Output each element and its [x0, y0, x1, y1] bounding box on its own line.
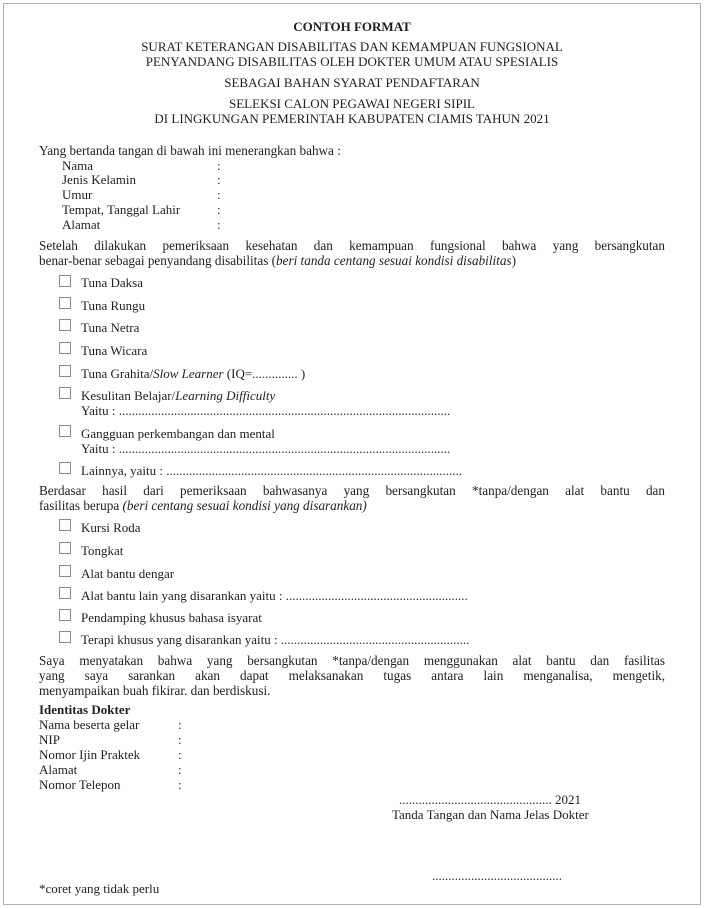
title-line-5: DI LINGKUNGAN PEMERINTAH KABUPATEN CIAMIS TAHUN 2021 — [154, 111, 550, 126]
option-pendamping-khusus: Pendamping khusus bahasa isyarat — [81, 610, 262, 625]
para3-line-2: yang saya sarankan akan dapat melaksanakan tugas antara lain menganalisa, mengetik, — [39, 668, 665, 683]
para3-line-3: menyampaikan buah fikirar. dan berdiskusi. — [39, 683, 271, 698]
option-gangguan-perkembangan: Gangguan perkembangan dan mental — [81, 426, 275, 441]
checkbox-tuna-netra[interactable] — [59, 319, 71, 331]
doctor-nip-colon: : — [178, 732, 182, 747]
signature-name-line: ........................................ — [432, 868, 562, 883]
para2-line-2 — [39, 498, 367, 513]
field-alamat-colon: : — [217, 217, 221, 232]
title-line-2: PENYANDANG DISABILITAS OLEH DOKTER UMUM ATAU SPESIALIS — [145, 54, 559, 69]
option-kursi-roda: Kursi Roda — [81, 520, 141, 535]
option-alat-bantu-lain: Alat bantu lain yang disarankan yaitu : ........................................................ — [81, 588, 468, 603]
checkbox-kursi-roda[interactable] — [59, 519, 71, 531]
doctor-alamat-colon: : — [178, 762, 182, 777]
intro-text: Yang bertanda tangan di bawah ini menerangkan bahwa : — [39, 143, 341, 158]
option-alat-bantu-dengar: Alat bantu dengar — [81, 566, 175, 581]
para3-line-1: Saya menyatakan bahwa yang bersangkutan *tanpa/dengan menggunakan alat bantu dan fasilitas — [39, 653, 665, 668]
field-nama-label: Nama — [62, 158, 94, 173]
doctor-nama-colon: : — [178, 717, 182, 732]
signature-caption: Tanda Tangan dan Nama Jelas Dokter — [392, 807, 589, 822]
signature-date-line: ............................................... 2021 — [399, 792, 581, 807]
para1-line-1: Setelah dilakukan pemeriksaan kesehatan dan kemampuan fungsional bahwa yang bersangkutan — [39, 238, 665, 253]
para1-line-2-start: benar-benar sebagai penyandang disabilitas ( — [39, 253, 277, 268]
field-ttl-colon: : — [217, 202, 221, 217]
option-tuna-grahita-end: (IQ=.............. ) — [223, 366, 306, 381]
doctor-ijin-colon: : — [178, 747, 182, 762]
para1-line-2-italic: beri tanda centang sesuai kondisi disabilitas — [276, 253, 512, 268]
doctor-ijin-label: Nomor Ijin Praktek — [39, 747, 141, 762]
checkbox-tuna-rungu[interactable] — [59, 297, 71, 309]
doctor-telepon-colon: : — [178, 777, 182, 792]
title-line-1: SURAT KETERANGAN DISABILITAS DAN KEMAMPUAN FUNGSIONAL — [141, 39, 563, 54]
field-umur-label: Umur — [62, 187, 93, 202]
option-tuna-grahita-start: Tuna Grahita/ — [81, 366, 154, 381]
option-tuna-daksa: Tuna Daksa — [81, 275, 143, 290]
checkbox-kesulitan-belajar[interactable] — [59, 387, 71, 399]
option-kesulitan-belajar-start: Kesulitan Belajar/ — [81, 388, 176, 403]
checkbox-gangguan-perkembangan[interactable] — [59, 425, 71, 437]
heading: CONTOH FORMAT — [293, 19, 411, 34]
title-block — [0, 19, 704, 126]
doctor-nip-label: NIP — [39, 732, 60, 747]
option-tuna-netra: Tuna Netra — [81, 320, 140, 335]
checkbox-tongkat[interactable] — [59, 542, 71, 554]
title-line-4: SELEKSI CALON PEGAWAI NEGERI SIPIL — [229, 96, 475, 111]
gangguan-yaitu-line: Yaitu : ...................................................................................................... — [81, 441, 451, 456]
option-terapi-khusus: Terapi khusus yang disarankan yaitu : .......................................................... — [81, 632, 470, 647]
kesulitan-yaitu-line: Yaitu : ...................................................................................................... — [81, 403, 451, 418]
para2-line-1: Berdasar hasil dari pemeriksaan bahwasanya yang bersangkutan *tanpa/dengan alat bantu dan — [39, 483, 665, 498]
option-tuna-wicara: Tuna Wicara — [81, 343, 148, 358]
para2-line-2-italic: (beri centang sesuai kondisi yang disarankan) — [122, 498, 367, 513]
doctor-alamat-label: Alamat — [39, 762, 78, 777]
doctor-telepon-label: Nomor Telepon — [39, 777, 121, 792]
field-nama-colon: : — [217, 158, 221, 173]
option-kesulitan-belajar — [81, 388, 275, 403]
field-ttl-label: Tempat, Tanggal Lahir — [62, 202, 181, 217]
field-umur-colon: : — [217, 187, 221, 202]
doctor-identity-heading: Identitas Dokter — [39, 702, 131, 717]
option-tuna-rungu: Tuna Rungu — [81, 298, 146, 313]
option-kesulitan-belajar-italic: Learning Difficulty — [175, 388, 276, 403]
option-tongkat: Tongkat — [81, 543, 124, 558]
field-jenis-kelamin-label: Jenis Kelamin — [62, 172, 137, 187]
doctor-nama-label: Nama beserta gelar — [39, 717, 140, 732]
option-tuna-grahita-italic: Slow Learner — [153, 366, 224, 381]
checkbox-lainnya[interactable] — [59, 462, 71, 474]
checkbox-tuna-wicara[interactable] — [59, 342, 71, 354]
checkbox-tuna-daksa[interactable] — [59, 275, 71, 287]
checkbox-alat-bantu-dengar[interactable] — [59, 565, 71, 577]
para2-line-2-start: fasilitas berupa — [39, 498, 123, 513]
para1-line-2 — [39, 253, 516, 268]
field-alamat-label: Alamat — [62, 217, 101, 232]
option-tuna-grahita — [81, 366, 305, 381]
para1-line-2-end: ) — [511, 253, 516, 268]
footnote: *coret yang tidak perlu — [39, 881, 160, 896]
checkbox-alat-bantu-lain[interactable] — [59, 587, 71, 599]
option-lainnya: Lainnya, yaitu : ........................................................................................... — [81, 463, 462, 478]
field-jenis-kelamin-colon: : — [217, 172, 221, 187]
checkbox-tuna-grahita[interactable] — [59, 365, 71, 377]
checkbox-pendamping-khusus[interactable] — [59, 609, 71, 621]
checkbox-terapi-khusus[interactable] — [59, 631, 71, 643]
title-line-3: SEBAGAI BAHAN SYARAT PENDAFTARAN — [224, 75, 480, 90]
